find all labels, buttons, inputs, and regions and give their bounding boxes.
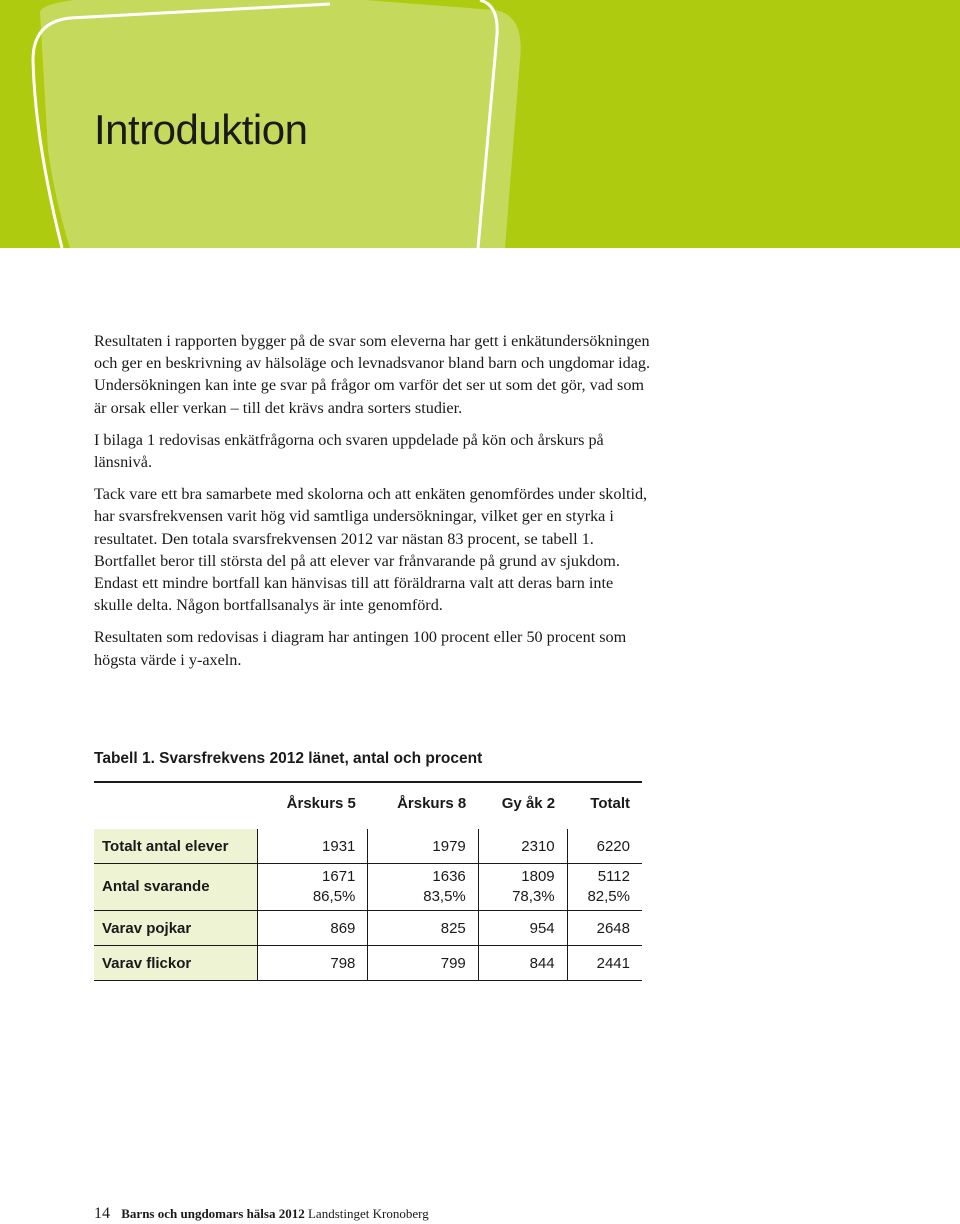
cell-count: 5112 [597,868,630,885]
table-caption: Tabell 1. Svarsfrekvens 2012 länet, antal och procent [94,750,483,767]
table-cell: 825 [368,911,478,946]
column-header: Gy åk 2 [501,794,556,812]
page-footer [94,1205,429,1223]
row-label: Totalt antal elever [94,826,258,864]
table-cell: 2310 [478,826,567,864]
column-header: Årskurs 5 [286,794,356,812]
column-header-empty [94,782,258,826]
table-cell: 954 [478,911,567,946]
table-cell: 2441 [567,946,642,981]
table-cell: 869 [258,911,368,946]
table-cell [368,864,478,911]
table-cell: 798 [258,946,368,981]
cell-count: 1636 [432,868,466,885]
cell-percent: 78,3% [512,888,555,905]
cell-percent: 83,5% [423,888,466,905]
cell-percent: 86,5% [312,888,356,905]
table-row [94,864,642,911]
column-header: Årskurs 8 [397,794,467,812]
table-cell: 6220 [567,826,642,864]
cell-count: 1671 [322,868,356,885]
cell-count: 1809 [521,868,555,885]
row-label: Antal svarande [94,864,258,911]
table-row [94,911,642,946]
table-cell [478,864,567,911]
paragraph: Resultaten i rapporten bygger på de svar som eleverna har gett i enkätundersökningen och ger en beskrivning av hälsoläge och levnadsvanor bland barn och ungdomar idag. Undersökningen kan inte ge svar på frågor om varför det ser ut som det gör, vad som är orsak eller verkan – till det krävs andra sorters studier. [94,332,651,417]
column-header: Totalt [590,794,630,812]
table-cell: 1931 [258,826,368,864]
table-row [94,826,642,864]
table-cell: 2648 [567,911,642,946]
table-cell [258,864,368,911]
header-band [0,0,960,248]
paragraph: Tack vare ett bra samarbete med skolorna och att enkäten genomfördes under skoltid, har svarsfrekvensen varit hög vid samtliga undersökningar, vilket ger en styrka i resultatet. Den totala svarsfrekvensen 2012 var nästan 83 procent, se tabell 1. Bortfallet beror till största del på att elever var frånvarande på grund av sjukdom. Endast ett mindre bortfall kan hänvisas till att föräldrarna valt att deras barn inte skulle delta. Någon bortfallsanalys är inte genomförd. [94,485,648,615]
publication-title: Barns och ungdomars hälsa 2012 [121,1206,305,1221]
paragraph: Resultaten som redovisas i diagram har antingen 100 procent eller 50 procent som högsta värde i y-axeln. [94,628,627,669]
body-text [94,330,654,681]
row-label: Varav pojkar [94,911,258,946]
table-row [94,946,642,981]
response-rate-table [94,781,642,981]
table-cell: 799 [368,946,478,981]
page-title: Introduktion [94,106,308,153]
cell-percent: 82,5% [587,888,630,905]
page-number: 14 [94,1205,110,1222]
table-header-row [94,782,642,826]
publisher-name: Landstinget Kronoberg [307,1206,429,1221]
table-cell [567,864,642,911]
paragraph: I bilaga 1 redovisas enkätfrågorna och svaren uppdelade på kön och årskurs på länsnivå. [94,430,604,472]
table-cell: 844 [478,946,567,981]
table-cell: 1979 [368,826,478,864]
row-label: Varav flickor [94,946,258,981]
